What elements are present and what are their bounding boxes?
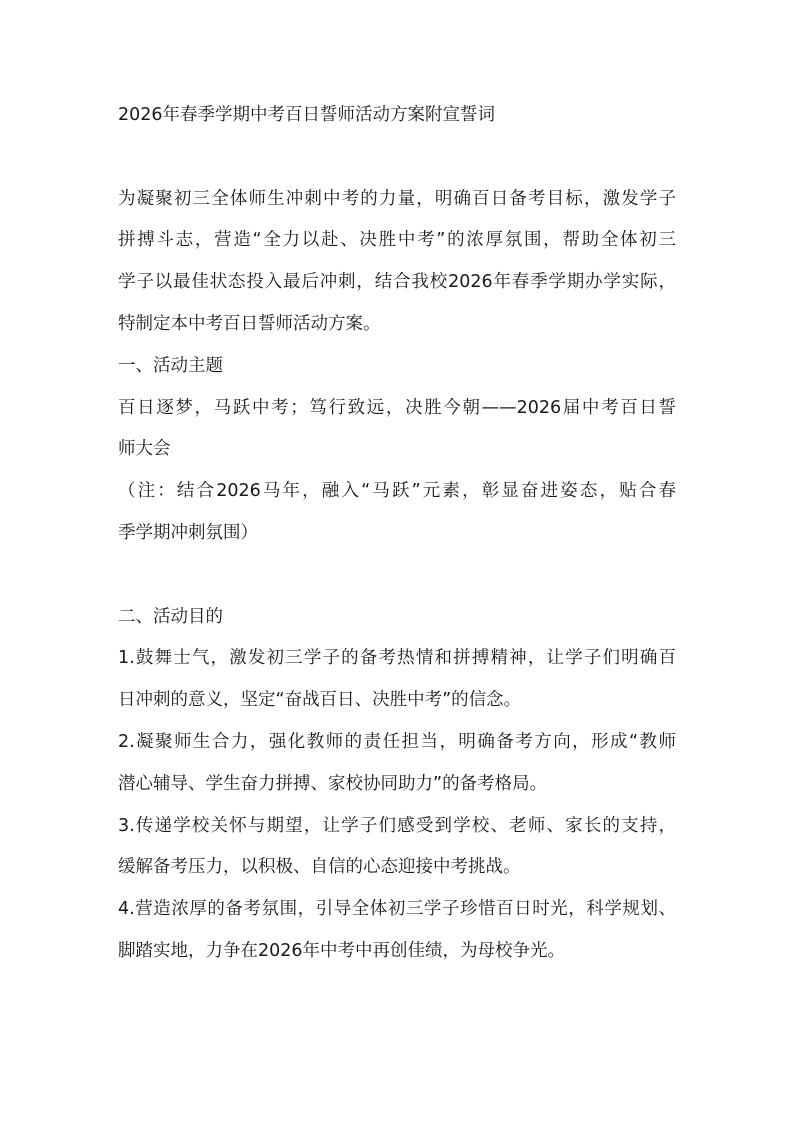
intro-line: 特制定本中考百日誓师活动方案。 — [118, 313, 381, 334]
section-heading: 二、活动目的 — [118, 606, 223, 627]
blank-line — [118, 555, 676, 597]
purpose-item-line: 2.凝聚师生合力，强化教师的责任担当，明确备考方向，形成“教师 — [118, 731, 676, 752]
note-line: （注：结合2026马年，融入“马跃”元素，彰显奋进姿态，贴合春 — [118, 481, 676, 502]
intro-line: 拼搏斗志，营造“全力以赴、决胜中考”的浓厚氛围，帮助全体初三 — [118, 230, 676, 251]
purpose-item-line: 缓解备考压力，以积极、自信的心态迎接中考挑战。 — [118, 857, 521, 878]
purpose-item-line: 3.传递学校关怀与期望，让学子们感受到学校、老师、家长的支持， — [118, 815, 676, 836]
intro-line: 学子以最佳状态投入最后冲刺，结合我校2026年春季学期办学实际， — [118, 272, 676, 293]
document-page — [118, 95, 676, 973]
purpose-item-line: 1.鼓舞士气，激发初三学子的备考热情和拼搏精神，让学子们明确百 — [118, 648, 676, 669]
document-title: 2026年春季学期中考百日誓师活动方案附宣誓词 — [118, 105, 496, 125]
purpose-item-line: 日冲刺的意义，坚定“奋战百日、决胜中考”的信念。 — [118, 690, 522, 711]
theme-line: 百日逐梦，马跃中考；笃行致远，决胜今朝——2026届中考百日誓 — [118, 397, 676, 418]
section-heading: 一、活动主题 — [118, 355, 223, 376]
intro-line: 为凝聚初三全体师生冲刺中考的力量，明确百日备考目标，激发学子 — [118, 188, 676, 209]
theme-line: 师大会 — [118, 439, 171, 460]
purpose-item-line: 脚踏实地，力争在2026年中考中再创佳绩，为母校争光。 — [118, 940, 566, 961]
note-line: 季学期冲刺氛围） — [118, 522, 258, 543]
purpose-item-line: 潜心辅导、学生奋力拼搏、家校协同助力”的备考格局。 — [118, 773, 548, 794]
blank-line — [118, 137, 676, 179]
purpose-item-line: 4.营造浓厚的备考氛围，引导全体初三学子珍惜百日时光，科学规划、 — [118, 899, 676, 920]
